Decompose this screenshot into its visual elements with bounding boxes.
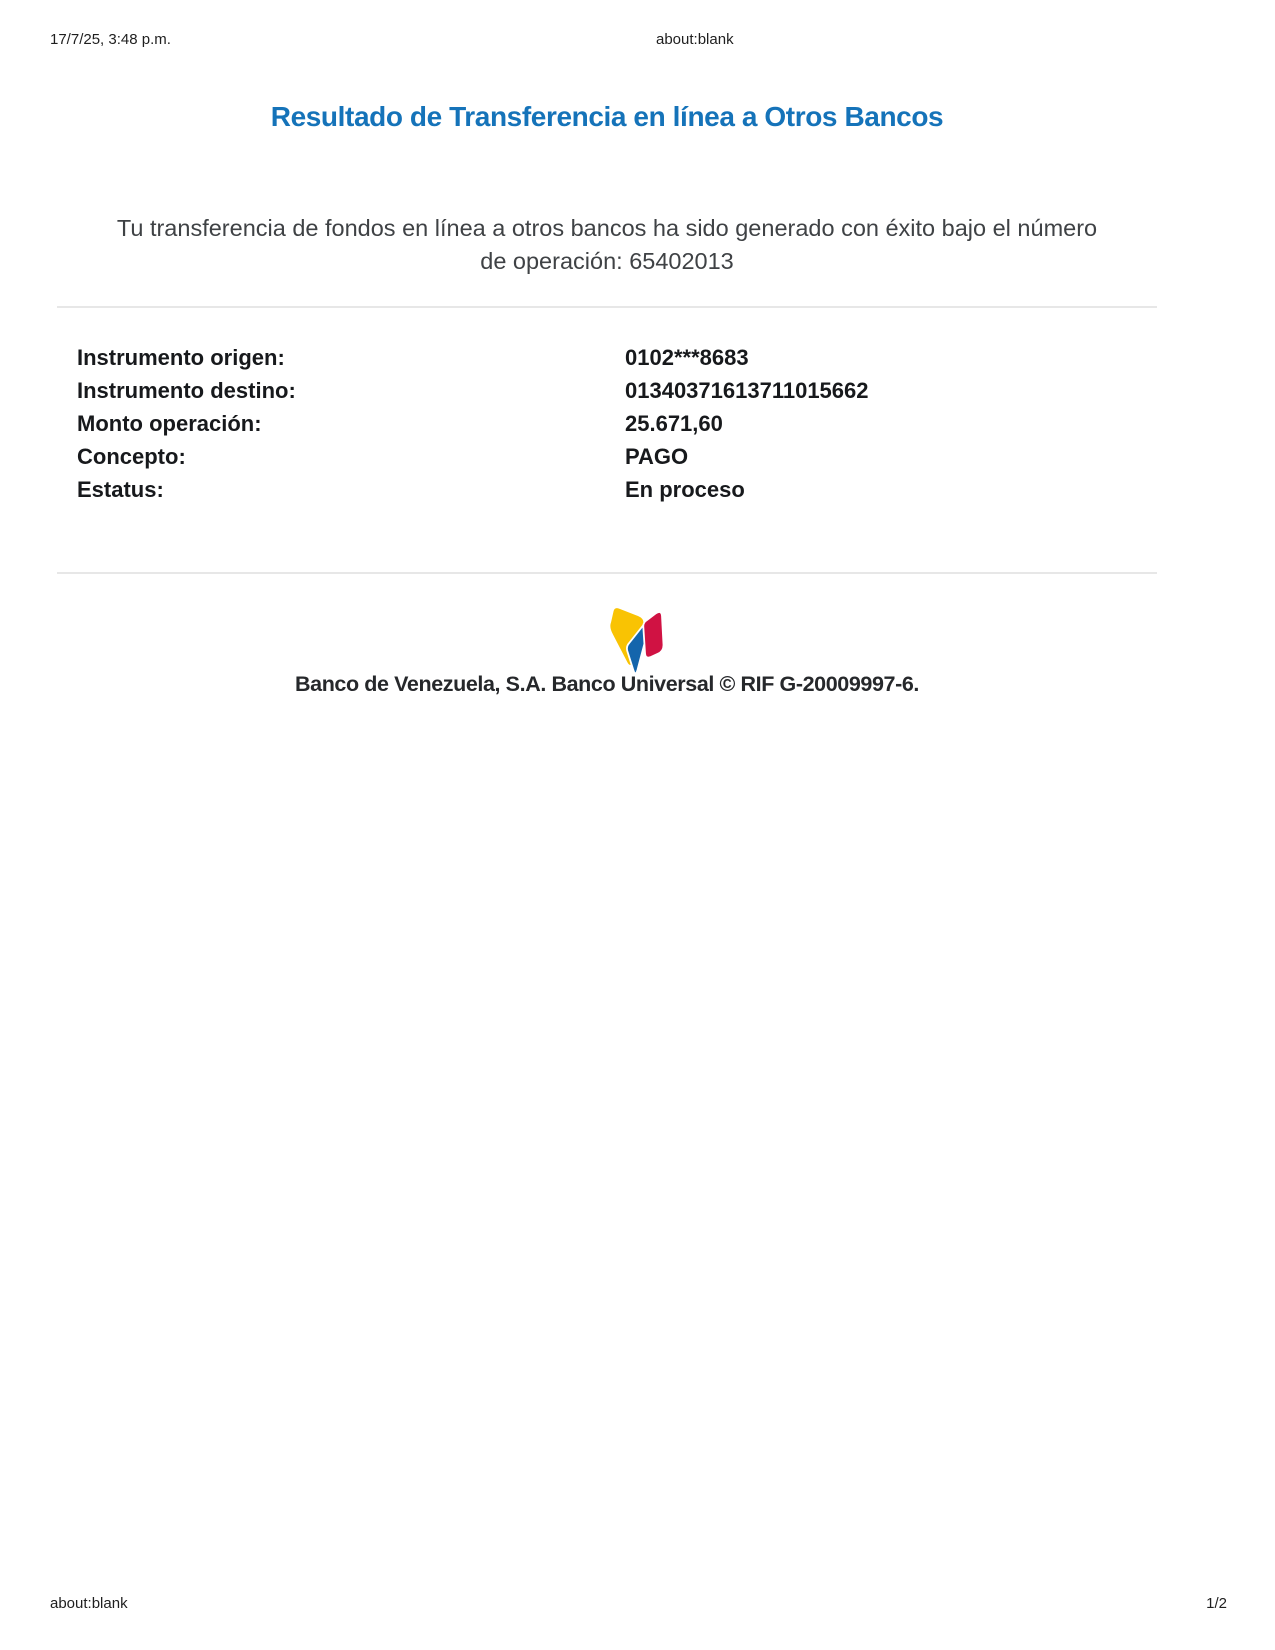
detail-row-instrumento-origen [77,341,1157,374]
detail-label: Instrumento origen: [77,345,285,370]
page-title: Resultado de Transferencia en línea a Otros Bancos [270,100,944,132]
print-footer-page-indicator: 1/2 [1206,1595,1227,1612]
transfer-details-table [77,341,1157,506]
detail-label: Monto operación: [77,411,262,436]
detail-value: 25.671,60 [625,411,723,436]
detail-value: 01340371613711015662 [625,378,869,403]
detail-label: Instrumento destino: [77,378,296,403]
detail-row-monto-operacion [77,407,1157,440]
detail-label: Estatus: [77,477,164,502]
detail-label: Concepto: [77,444,186,469]
detail-row-estatus [77,473,1157,506]
transfer-success-message: Tu transferencia de fondos en línea a otros bancos ha sido generado con éxito bajo el número de operación: 65402013 [116,214,1098,274]
detail-value: 0102***8683 [625,345,749,370]
detail-value: En proceso [625,477,745,502]
detail-value: PAGO [625,444,689,469]
print-footer-url: about:blank [50,1595,128,1612]
bank-legal-line: Banco de Venezuela, S.A. Banco Universal © RIF G-20009997-6. [295,672,919,696]
divider-top [57,306,1157,308]
banco-de-venezuela-logo [597,596,667,676]
print-header-datetime: 17/7/25, 3:48 p.m. [50,31,171,48]
detail-row-concepto [77,440,1157,473]
divider-bottom [57,572,1157,574]
detail-row-instrumento-destino [77,374,1157,407]
print-header-title: about:blank [656,31,734,48]
logo-red-shape [643,612,663,658]
